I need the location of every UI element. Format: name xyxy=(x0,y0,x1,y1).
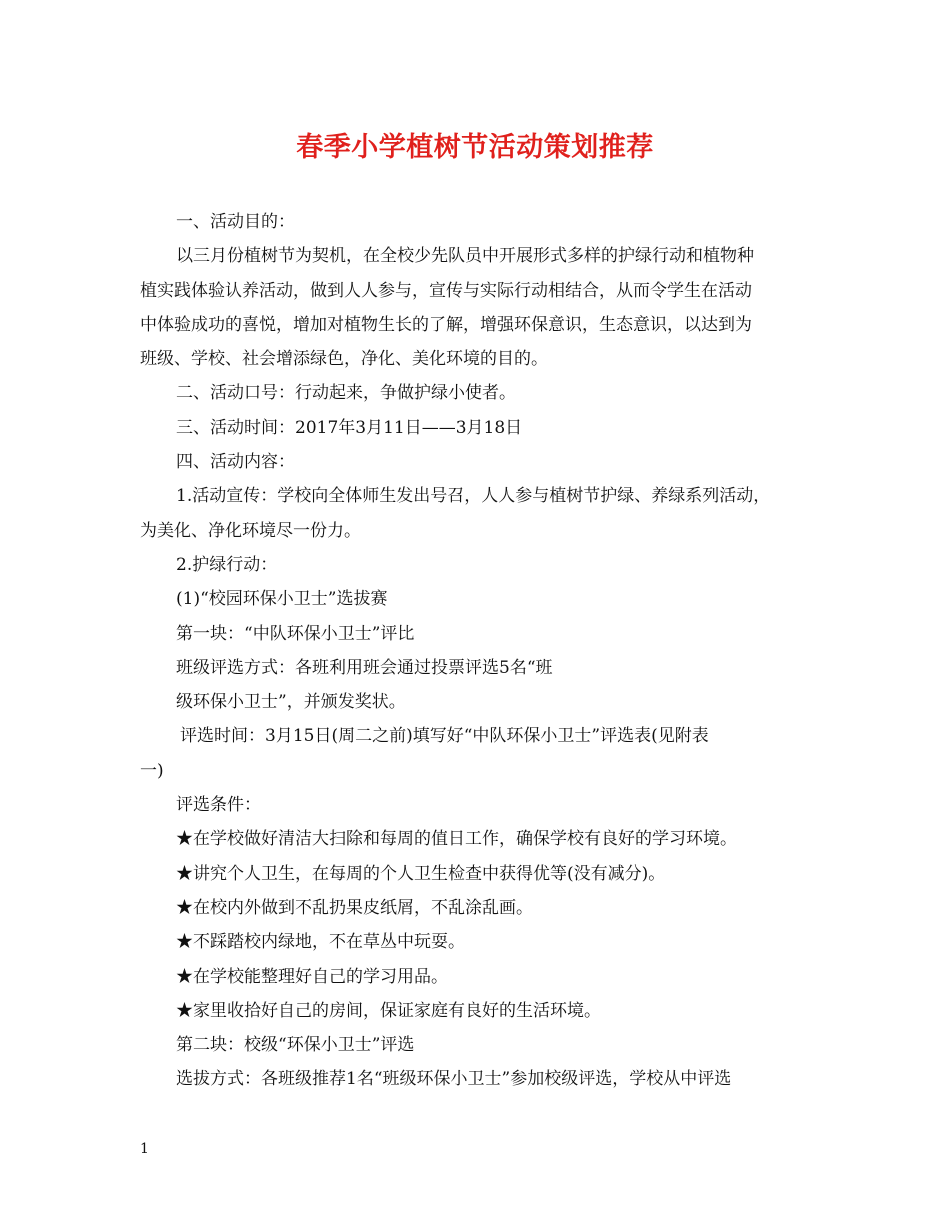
document-body xyxy=(140,205,820,1097)
paragraph-line: 级环保小卫士”，并颁发奖状。 xyxy=(176,692,406,713)
paragraph-line: 班级评选方式：各班利用班会通过投票评选5名“班 xyxy=(176,657,553,678)
subsection-heading: 评选条件： xyxy=(176,795,261,816)
list-item: ★不踩踏校内绿地，不在草丛中玩耍。 xyxy=(176,932,465,953)
paragraph-line: 一) xyxy=(140,760,164,781)
page-number: 1 xyxy=(140,1141,149,1157)
paragraph-line: 植实践体验认养活动，做到人人参与，宣传与实际行动相结合，从而令学生在活动 xyxy=(140,280,752,301)
list-item: ★在学校做好清洁大扫除和每周的值日工作，确保学校有良好的学习环境。 xyxy=(176,829,737,850)
paragraph-line: 1.活动宣传：学校向全体师生发出号召，人人参与植树节护绿、养绿系列活动， xyxy=(176,486,771,507)
subsection-heading: (1)“校园环保小卫士”选拔赛 xyxy=(176,589,388,610)
document-title: 春季小学植树节活动策划推荐 xyxy=(296,132,654,163)
list-item: ★在学校能整理好自己的学习用品。 xyxy=(176,966,448,987)
list-item: ★在校内外做到不乱扔果皮纸屑，不乱涂乱画。 xyxy=(176,897,533,918)
subsection-heading: 第二块：校级“环保小卫士”评选 xyxy=(176,1035,415,1056)
paragraph-line: 班级、学校、社会增添绿色，净化、美化环境的目的。 xyxy=(140,349,548,370)
section-heading-purpose: 一、活动目的： xyxy=(176,212,295,232)
paragraph-line: 中体验成功的喜悦，增加对植物生长的了解，增强环保意识，生态意识，以达到为 xyxy=(140,314,752,335)
list-item: ★讲究个人卫生，在每周的个人卫生检查中获得优等(没有减分)。 xyxy=(176,863,666,884)
paragraph-line: 为美化、净化环境尽一份力。 xyxy=(140,520,361,541)
subsection-heading: 2.护绿行动： xyxy=(176,554,278,575)
subsection-heading: 第一块：“中队环保小卫士”评比 xyxy=(176,623,415,644)
section-heading-content: 四、活动内容： xyxy=(176,452,295,473)
section-heading-slogan: 二、活动口号：行动起来，争做护绿小使者。 xyxy=(176,383,516,404)
paragraph-line: 评选时间：3月15日(周二之前)填写好“中队环保小卫士”评选表(见附表 xyxy=(180,726,709,747)
list-item: ★家里收拾好自己的房间，保证家庭有良好的生活环境。 xyxy=(176,1000,601,1021)
paragraph-line: 以三月份植树节为契机，在全校少先队员中开展形式多样的护绿行动和植物种 xyxy=(176,246,754,267)
paragraph-line: 选拔方式：各班级推荐1名“班级环保小卫士”参加校级评选，学校从中评选 xyxy=(176,1069,732,1090)
section-heading-time: 三、活动时间：2017年3月11日——3月18日 xyxy=(176,417,523,438)
